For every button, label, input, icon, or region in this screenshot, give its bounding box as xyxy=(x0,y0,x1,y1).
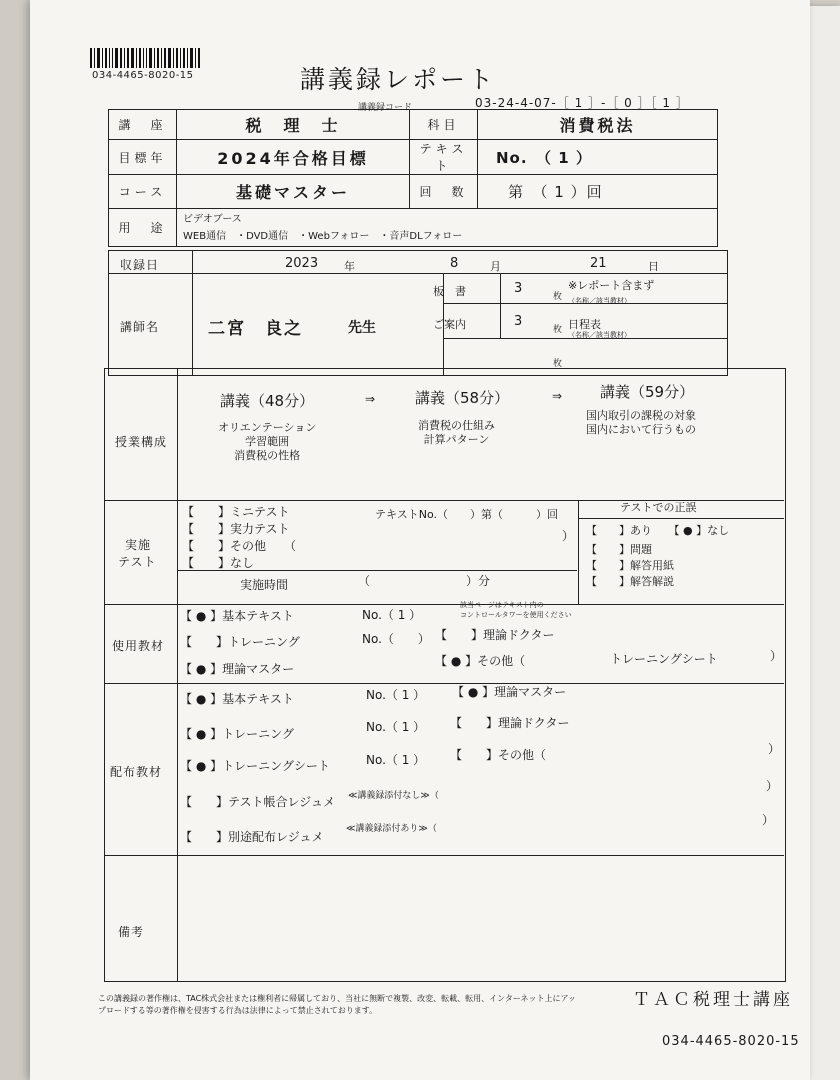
used-item-5-value: トレーニングシート xyxy=(610,652,718,666)
bottom-code: 034-4465-8020-15 xyxy=(662,1034,800,1049)
divider xyxy=(578,518,784,519)
company-name: ＴＡＣ税理士講座 xyxy=(633,990,793,1010)
board-note: ※レポート含まず xyxy=(568,279,655,292)
course-label: 講 座 xyxy=(109,110,177,140)
lecture-3-title: 講義（59分） xyxy=(600,383,695,401)
usage-cell xyxy=(177,209,718,247)
test-time-value: （ ）分 xyxy=(358,574,491,588)
barcode xyxy=(90,48,202,68)
type-label: コース xyxy=(109,175,177,209)
used-item-2: 【 】トレーニング xyxy=(180,635,300,649)
dist-item-3: 【 ● 】トレーニングシート xyxy=(180,759,330,773)
guide-label: ご案内 xyxy=(433,318,466,331)
correction-item-4: 【 】解答解説 xyxy=(586,575,674,588)
usage-label: 用 途 xyxy=(109,209,177,247)
test-close-paren: ） xyxy=(562,529,575,543)
count-value: 第 （ 1 ）回 xyxy=(478,175,718,209)
course-value: 税 理 士 xyxy=(177,110,410,140)
lecture-1-content: オリエンテーション 学習範囲 消費税の性格 xyxy=(218,421,317,462)
guide-count: 3 xyxy=(514,314,523,329)
dist-close-paren-3: ） xyxy=(762,813,775,827)
board-count: 3 xyxy=(514,281,523,296)
lecturer-name: 二宮 良之 xyxy=(208,319,303,339)
usage-line2: WEB通信 ・DVD通信 ・Webフォロー ・音声DLフォロー xyxy=(183,230,463,242)
divider xyxy=(177,368,178,982)
record-day: 21 xyxy=(590,256,607,271)
guide-unit: 枚 xyxy=(553,325,563,335)
lecture-1-title: 講義（48分） xyxy=(220,392,315,410)
record-month: 8 xyxy=(450,256,459,271)
course-info-table xyxy=(108,109,718,247)
report-sheet xyxy=(30,0,810,1080)
page-title: 講義録レポート xyxy=(300,65,497,94)
test-text-no: テキストNo.（ ）第（ ）回 xyxy=(375,508,559,521)
board-label: 板 書 xyxy=(433,285,466,298)
remarks-label: 備考 xyxy=(118,925,145,939)
divider xyxy=(104,683,784,684)
correction-item-3: 【 】解答用紙 xyxy=(586,559,674,572)
correction-item-2: 【 】問題 xyxy=(586,543,652,556)
barcode-number: 034-4465-8020-15 xyxy=(92,70,194,81)
arrow-2: ⇒ xyxy=(552,389,563,403)
dist-item-4: 【 】テスト帳合レジュメ xyxy=(180,795,335,809)
dist-item-5: 【 】別途配布レジュメ xyxy=(180,830,324,844)
divider xyxy=(177,570,577,571)
board-unit: 枚 xyxy=(553,292,563,302)
board-note2: （名称／該当教材） xyxy=(568,297,631,305)
subject-label: 科目 xyxy=(410,110,478,140)
dist-right-2: 【 】理論ドクター xyxy=(450,716,570,730)
lecture-2-title: 講義（58分） xyxy=(415,389,510,407)
test-item-mini: 【 】ミニテスト xyxy=(182,505,290,519)
dist-item-2-no: No.（ 1 ） xyxy=(366,720,426,734)
usage-line1: ビデオブース xyxy=(183,213,242,225)
divider xyxy=(500,273,501,338)
test-label-1: 実施 xyxy=(125,538,152,552)
code-value: 03-24-4-07-［ 1 ］-［ 0 ］［ 1 ］ xyxy=(475,96,689,110)
test-item-none: 【 】なし xyxy=(182,556,255,570)
day-unit: 日 xyxy=(648,260,659,273)
text-value: No. （ 1 ） xyxy=(478,140,718,175)
dist-item-2: 【 ● 】トレーニング xyxy=(180,727,294,741)
correction-item-1: 【 】あり 【 ● 】なし xyxy=(586,524,730,537)
year-unit: 年 xyxy=(344,260,355,273)
test-item-other: 【 】その他 （ xyxy=(182,539,297,553)
record-year: 2023 xyxy=(285,256,319,271)
structure-label: 授業構成 xyxy=(115,435,168,449)
code-label: 講義録コード xyxy=(358,103,413,113)
dist-item-5-note: ≪講義録添付あり≫（ xyxy=(346,824,437,834)
goal-value: 2024年合格目標 xyxy=(177,140,410,175)
lecture-2-content: 消費税の仕組み 計算パターン xyxy=(418,419,495,446)
lecture-3-content: 国内取引の課税の対象 国内において行うもの xyxy=(586,409,696,436)
arrow-1: ⇒ xyxy=(365,392,376,406)
divider xyxy=(104,855,784,856)
materials-dist-label: 配布教材 xyxy=(110,765,163,779)
copyright-note: この講義録の著作権は、TAC株式会社または権利者に帰属しており、当社に無断で複製、改変、転載、転用、インターネット上にアップロードする等の著作権を侵害する行為は法律によって禁止されております。 xyxy=(98,994,576,1015)
test-item-skill: 【 】実力テスト xyxy=(182,522,290,536)
used-item-3: 【 ● 】理論マスター xyxy=(180,662,295,676)
dist-item-4-note: ≪講義録添付なし≫（ xyxy=(348,791,439,801)
count-label: 回 数 xyxy=(410,175,478,209)
dist-right-3: 【 】その他（ xyxy=(450,748,547,762)
record-section xyxy=(108,250,728,376)
guide-note2: （名称／該当教材） xyxy=(568,331,631,339)
used-item-5: 【 ● 】その他（ xyxy=(435,654,526,668)
guide-note: 日程表 xyxy=(568,318,601,331)
test-label-2: テスト xyxy=(118,555,157,569)
used-item-2-no: No.（ ） xyxy=(362,632,430,646)
lecturer-suffix: 先生 xyxy=(348,320,376,336)
used-item-1: 【 ● 】基本テキスト xyxy=(180,609,294,623)
type-value: 基礎マスター xyxy=(177,175,410,209)
dist-close-paren-2: ） xyxy=(766,779,779,793)
dist-item-3-no: No.（ 1 ） xyxy=(366,753,426,767)
correction-title: テストでの正誤 xyxy=(620,501,697,514)
text-label: テキスト xyxy=(410,140,478,175)
dist-item-1: 【 ● 】基本テキスト xyxy=(180,692,294,706)
subject-value: 消費税法 xyxy=(478,110,718,140)
used-item-5-close: ） xyxy=(770,649,783,663)
used-item-1-no: No.（ 1 ） xyxy=(362,608,422,622)
lecturer-label: 講師名 xyxy=(120,320,160,334)
dist-item-1-no: No.（ 1 ） xyxy=(366,688,426,702)
test-time-label: 実施時間 xyxy=(240,578,289,592)
month-unit: 月 xyxy=(490,260,501,273)
divider xyxy=(578,500,579,604)
dist-close-paren-1: ） xyxy=(768,742,781,756)
materials-used-label: 使用教材 xyxy=(112,639,165,653)
date-label: 収録日 xyxy=(120,258,160,272)
divider xyxy=(192,250,193,376)
divider xyxy=(104,604,784,605)
used-item-4: 【 】理論ドクター xyxy=(435,628,555,642)
divider xyxy=(108,273,728,274)
used-note: 該当ページはテキスト内の コントロールタワーを使用ください xyxy=(460,601,572,619)
goal-label: 目標年 xyxy=(109,140,177,175)
extra-unit: 枚 xyxy=(553,359,563,369)
dist-right-1: 【 ● 】理論マスター xyxy=(452,685,567,699)
